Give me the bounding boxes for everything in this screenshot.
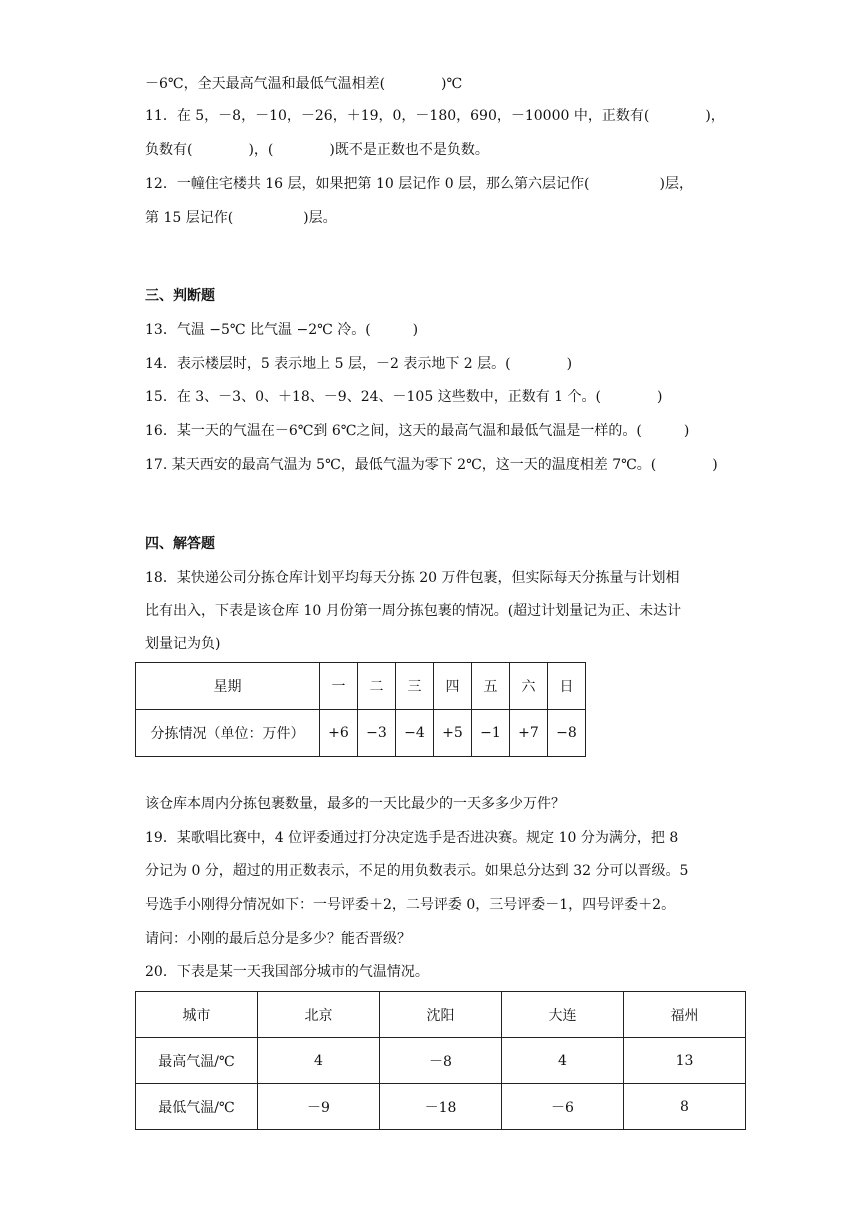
table-cell: 福州 [624,992,746,1038]
table-cell: －6 [502,1084,624,1130]
table-cell: －8 [380,1038,502,1084]
table-cell: 城市 [136,992,258,1038]
table-cell: 最低气温/℃ [136,1084,258,1130]
table-cell: －18 [380,1084,502,1130]
text-line: 分记为 0 分，超过的用正数表示，不足的用负数表示。如果总分达到 32 分可以晋级。5 [145,863,689,879]
section-title: 三、判断题 [145,288,215,304]
table-cell: 三 [396,663,434,710]
question-11: 11．在 5，－8，－10，－26，＋19，0，－180，690，－10000 中，正数有( )， [145,108,725,124]
question-17: 17. 某天西安的最高气温为 5℃，最低气温为零下 2℃，这一天的温度相差 7℃。( ) [145,457,718,473]
table-cell: +5 [434,710,472,757]
text-line: 负数有( )，( )既不是正数也不是负数。 [145,142,489,158]
table-cell: 8 [624,1084,746,1130]
question-14: 14．表示楼层时，5 表示地上 5 层，－2 表示地下 2 层。( ) [145,356,573,372]
table-cell: 日 [548,663,586,710]
table-cell: 大连 [502,992,624,1038]
table-cell: 六 [510,663,548,710]
table-cell: 星期 [136,663,320,710]
table-cell: −1 [472,710,510,757]
text-line: 第 15 层记作( )层。 [145,210,337,226]
table-cell: −8 [548,710,586,757]
table-cell: −3 [358,710,396,757]
question-20: 20．下表是某一天我国部分城市的气温情况。 [145,964,429,980]
table-cell: 13 [624,1038,746,1084]
sorting-table [135,662,586,757]
table-cell: 沈阳 [380,992,502,1038]
table-cell: 一 [320,663,358,710]
table-cell: 五 [472,663,510,710]
table-cell: 二 [358,663,396,710]
question-19: 19．某歌唱比赛中，4 位评委通过打分决定选手是否进决赛。规定 10 分为满分，把 8 [145,830,679,846]
text-line: －6℃，全天最高气温和最低气温相差( )℃ [145,76,463,92]
table-cell: 四 [434,663,472,710]
question-13: 13．气温 −5℃ 比气温 −2℃ 冷。( ) [145,322,419,338]
table-row [136,992,746,1038]
text-line: 划量记为负) [145,636,221,652]
table-cell: 4 [258,1038,380,1084]
table-row [136,710,586,757]
table-cell: −4 [396,710,434,757]
question-12: 12．一幢住宅楼共 16 层，如果把第 10 层记作 0 层，那么第六层记作( )层， [145,176,693,192]
table-cell: +7 [510,710,548,757]
question-18-prompt: 该仓库本周内分拣包裹数量，最多的一天比最少的一天多多少万件？ [145,796,565,812]
table-cell: －9 [258,1084,380,1130]
table-cell: 北京 [258,992,380,1038]
table-cell: +6 [320,710,358,757]
table-cell: 4 [502,1038,624,1084]
question-18: 18．某快递公司分拣仓库计划平均每天分拣 20 万件包裹，但实际每天分拣量与计划相 [145,570,680,586]
table-row [136,663,586,710]
table-cell: 分拣情况（单位：万件） [136,710,320,757]
text-line: 号选手小刚得分情况如下：一号评委＋2，二号评委 0，三号评委－1，四号评委＋2。 [145,897,676,913]
question-15: 15．在 3、－3、0、＋18、－9、24、－105 这些数中，正数有 1 个。( ) [145,389,663,405]
table-cell: 最高气温/℃ [136,1038,258,1084]
section-title: 四、解答题 [145,536,215,552]
text-line: 比有出入，下表是该仓库 10 月份第一周分拣包裹的情况。(超过计划量记为正、未达计 [145,603,682,619]
question-16: 16．某一天的气温在－6℃到 6℃之间，这天的最高气温和最低气温是一样的。( ) [145,423,690,439]
table-row [136,1038,746,1084]
table-row [136,1084,746,1130]
text-line: 请问：小刚的最后总分是多少？能否晋级？ [145,931,411,947]
temperature-table [135,991,746,1130]
